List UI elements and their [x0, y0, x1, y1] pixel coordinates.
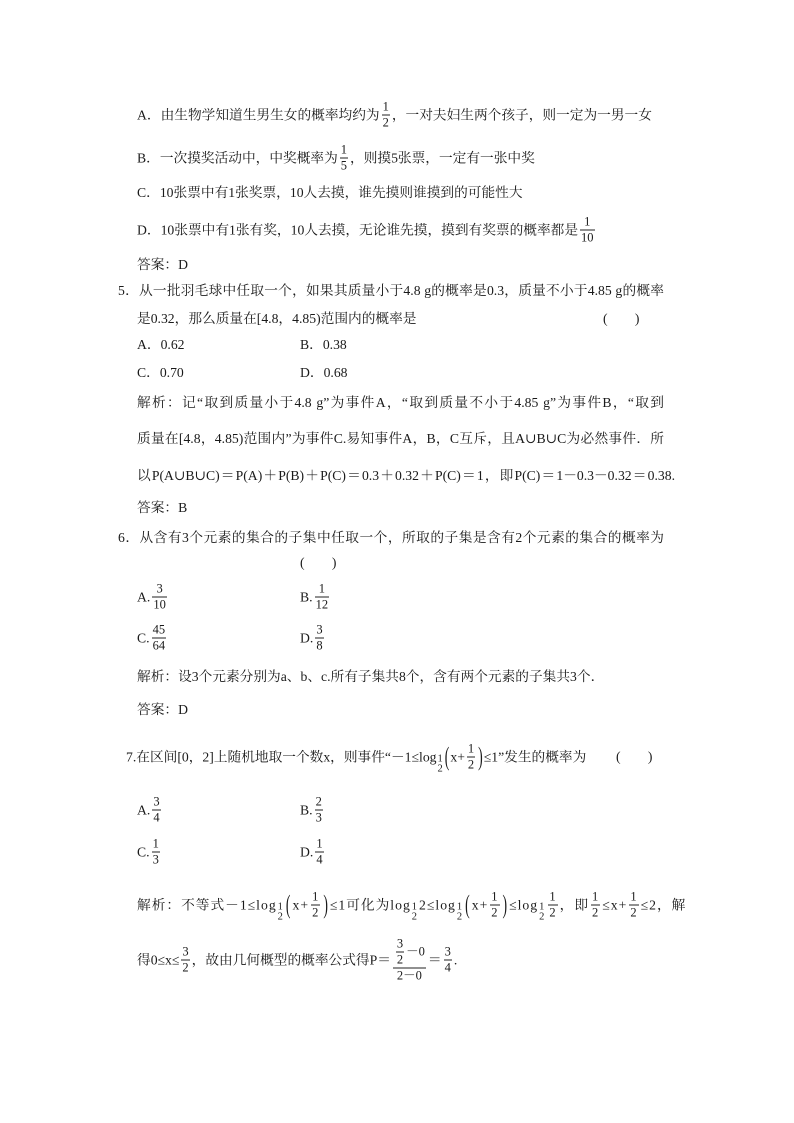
fraction-denominator: 2 [491, 905, 499, 920]
q7-analysis-line-1 [137, 891, 686, 920]
log-base-fraction [539, 902, 545, 922]
fraction-denominator: 2 [396, 952, 404, 967]
fraction [315, 624, 323, 653]
fraction [548, 891, 557, 920]
fraction-denominator: 2 [182, 960, 189, 975]
q7-option-b [300, 796, 325, 825]
fraction [315, 583, 330, 612]
q7-option-d [300, 838, 326, 867]
q5-option-a: A．0.62 [137, 337, 185, 352]
fraction-numerator: 3 [153, 794, 160, 809]
log-base-numerator: 1 [411, 901, 419, 912]
fraction-denominator: 3 [315, 810, 322, 825]
fraction-numerator: 3 [396, 936, 404, 951]
option-label: B. [300, 589, 313, 604]
q6-option-a [137, 583, 169, 612]
fraction [382, 101, 390, 130]
analysis-text: ≤x+ [602, 897, 628, 912]
q4-option-c-text: C．10张票中有1张奖票，10人去摸，谁先摸则谁摸到的可能性大 [137, 185, 523, 200]
fraction-numerator: 1 [152, 836, 159, 851]
q6-option-d [300, 624, 326, 653]
fraction-numerator: 1 [340, 142, 348, 157]
fraction-denominator: 12 [315, 597, 329, 612]
fraction-numerator: 1 [312, 889, 320, 904]
fraction-denominator: 2 [312, 905, 320, 920]
right-paren: ) [323, 889, 329, 919]
analysis-text: ≤2，解 [640, 897, 687, 912]
q6-stem: 6．从含有3个元素的集合的子集中任取一个，所取的子集是含有2个元素的集合的概率为 [118, 530, 664, 545]
compound-fraction-denominator: 2－0 [396, 968, 422, 983]
log-base-denominator: 2 [411, 911, 419, 922]
option-label: D. [300, 630, 314, 645]
fraction-numerator: 3 [316, 622, 323, 637]
q7-stem [126, 743, 586, 772]
analysis-text: ＝ [427, 952, 442, 967]
fraction [152, 838, 160, 867]
log-base-fraction [412, 902, 418, 922]
analysis-text: 2≤log [419, 897, 456, 912]
analysis-text: x+ [292, 897, 310, 912]
fraction-denominator: 5 [340, 158, 348, 173]
q7-answer-bracket: ( ) [616, 749, 653, 764]
fraction [311, 891, 320, 920]
analysis-text: . [453, 952, 458, 967]
fraction-denominator: 4 [153, 810, 160, 825]
q4-option-a [137, 101, 652, 130]
fraction-numerator: 1 [592, 889, 600, 904]
log-base-fraction [457, 902, 463, 922]
analysis-text: ，故由几何概型的概率公式得P＝ [191, 952, 391, 967]
log-base-denominator: 2 [539, 911, 546, 922]
fraction [181, 946, 189, 975]
log-base-numerator: 1 [539, 901, 546, 912]
log-base-fraction [438, 754, 443, 774]
option-label: C. [137, 844, 150, 859]
fraction-numerator: 1 [491, 889, 499, 904]
fraction [629, 891, 638, 920]
fraction-numerator: 3 [152, 583, 167, 598]
fraction-numerator: 3 [444, 944, 451, 959]
fraction-denominator: 2 [382, 115, 389, 130]
fraction-numerator: 1 [630, 889, 638, 904]
analysis-text: ≤log [509, 897, 539, 912]
fraction-numerator: 3 [182, 944, 189, 959]
compound-numerator-tail: －0 [406, 944, 425, 959]
q7-option-a [137, 796, 163, 825]
fraction [591, 891, 600, 920]
q7-analysis-line-2 [137, 938, 457, 983]
fraction-denominator: 2 [630, 905, 638, 920]
left-paren: ( [465, 889, 471, 919]
log-base-denominator: 2 [277, 911, 284, 922]
q5-stem-line-1: 5．从一批羽毛球中任取一个，如果其质量小于4.8 g的概率是0.3，质量不小于4.85 g的概率 [118, 283, 664, 298]
q6-analysis: 解析：设3个元素分别为a、b、c.所有子集共8个，含有两个元素的子集共3个． [137, 669, 605, 684]
fraction-numerator: 1 [382, 99, 389, 114]
fraction [444, 946, 452, 975]
fraction-denominator: 3 [152, 852, 159, 867]
q5-option-c: C．0.70 [137, 365, 184, 380]
log-base-numerator: 1 [277, 901, 284, 912]
fraction-numerator: 45 [152, 622, 166, 637]
q7-stem-text: 7.在区间[0，2]上随机地取一个数x，则事件“－1≤log [126, 749, 437, 764]
fraction-numerator: 1 [467, 741, 475, 756]
q4-option-a-text: A．由生物学知道生男生女的概率均约为 [137, 107, 380, 122]
fraction [467, 743, 475, 772]
fraction [152, 796, 160, 825]
option-label: A. [137, 589, 151, 604]
q5-option-b: B．0.38 [300, 337, 347, 352]
left-paren: ( [444, 741, 450, 771]
fraction-denominator: 2 [549, 905, 557, 920]
q4-option-b [137, 144, 535, 173]
q4-option-d-text: D．10张票中有1张有奖，10人去摸，无论谁先摸，摸到有奖票的概率都是 [137, 222, 579, 237]
analysis-text: 解析：不等式－1≤log [137, 897, 277, 912]
log-base-fraction [278, 902, 284, 922]
fraction-numerator: 1 [315, 583, 330, 598]
fraction-numerator: 1 [580, 216, 595, 231]
fraction-numerator: 2 [315, 794, 322, 809]
analysis-text: ≤1可化为log [329, 897, 411, 912]
q4-option-a-text-end: ，一对夫妇生两个孩子，则一定为一男一女 [391, 107, 652, 122]
q6-answer-bracket: ( ) [300, 555, 337, 570]
option-label: A. [137, 802, 151, 817]
q4-option-d [137, 216, 597, 245]
log-base-numerator: 1 [456, 901, 464, 912]
q4-option-c [137, 184, 523, 202]
q4-option-b-text: B．一次摸奖活动中，中奖概率为 [137, 150, 338, 165]
analysis-text: 得0≤x≤ [137, 952, 180, 967]
fraction-denominator: 64 [152, 638, 166, 653]
q5-answer-bracket: ( ) [603, 311, 640, 326]
analysis-text: ，即 [559, 897, 590, 912]
fraction-denominator: 4 [444, 960, 451, 975]
q6-option-b [300, 583, 331, 612]
option-label: C. [137, 630, 150, 645]
q5-analysis-line-2: 质量在[4.8，4.85)范围内”为事件C.易知事件A，B，C互斥，且A∪B∪C为必然事件．所 [137, 431, 664, 446]
fraction-denominator: 8 [316, 638, 323, 653]
fraction-denominator: 4 [316, 852, 323, 867]
fraction [396, 938, 404, 967]
fraction [340, 144, 348, 173]
fraction-denominator: 2 [592, 905, 600, 920]
q7-stem-text-x: x+ [450, 749, 465, 764]
fraction [315, 796, 323, 825]
q4-answer: 答案：D [137, 257, 188, 272]
fraction-numerator: 1 [316, 836, 323, 851]
q5-stem-line-2: 是0.32，那么质量在[4.8，4.85)范围内的概率是 [137, 311, 417, 326]
fraction [490, 891, 499, 920]
fraction-denominator: 10 [581, 230, 594, 245]
q5-option-d: D．0.68 [300, 365, 348, 380]
right-paren: ) [502, 889, 509, 919]
left-paren: ( [285, 889, 292, 919]
q5-analysis-line-3: 以P(A∪B∪C)＝P(A)＋P(B)＋P(C)＝0.3＋0.32＋P(C)＝1，即P(C)＝1－0.3－0.32＝0.38. [137, 468, 675, 483]
fraction [152, 583, 167, 612]
option-label: D. [300, 844, 314, 859]
q5-analysis-line-1: 解析：记“取到质量小于4.8 g”为事件A，“取到质量不小于4.85 g”为事件B，“取到 [137, 395, 664, 410]
right-paren: ) [478, 741, 483, 771]
fraction-denominator: 10 [153, 597, 166, 612]
fraction-numerator: 1 [549, 889, 557, 904]
q5-answer: 答案：B [137, 500, 188, 515]
q6-answer: 答案：D [137, 702, 188, 717]
fraction-denominator: 2 [467, 757, 475, 772]
log-base-denominator: 2 [456, 911, 464, 922]
q7-option-c [137, 838, 162, 867]
log-base-denominator: 2 [437, 763, 443, 774]
q4-option-b-text-end: ，则摸5张票，一定有一张中奖 [350, 150, 535, 165]
fraction [315, 838, 323, 867]
q6-option-c [137, 624, 168, 653]
q7-stem-text-end: ≤1”发生的概率为 [483, 749, 587, 764]
option-label: B. [300, 802, 313, 817]
log-base-numerator: 1 [437, 753, 443, 764]
compound-fraction-numerator [393, 938, 426, 969]
fraction [580, 216, 595, 245]
fraction [152, 624, 167, 653]
analysis-text: x+ [471, 897, 489, 912]
compound-fraction [393, 938, 426, 983]
